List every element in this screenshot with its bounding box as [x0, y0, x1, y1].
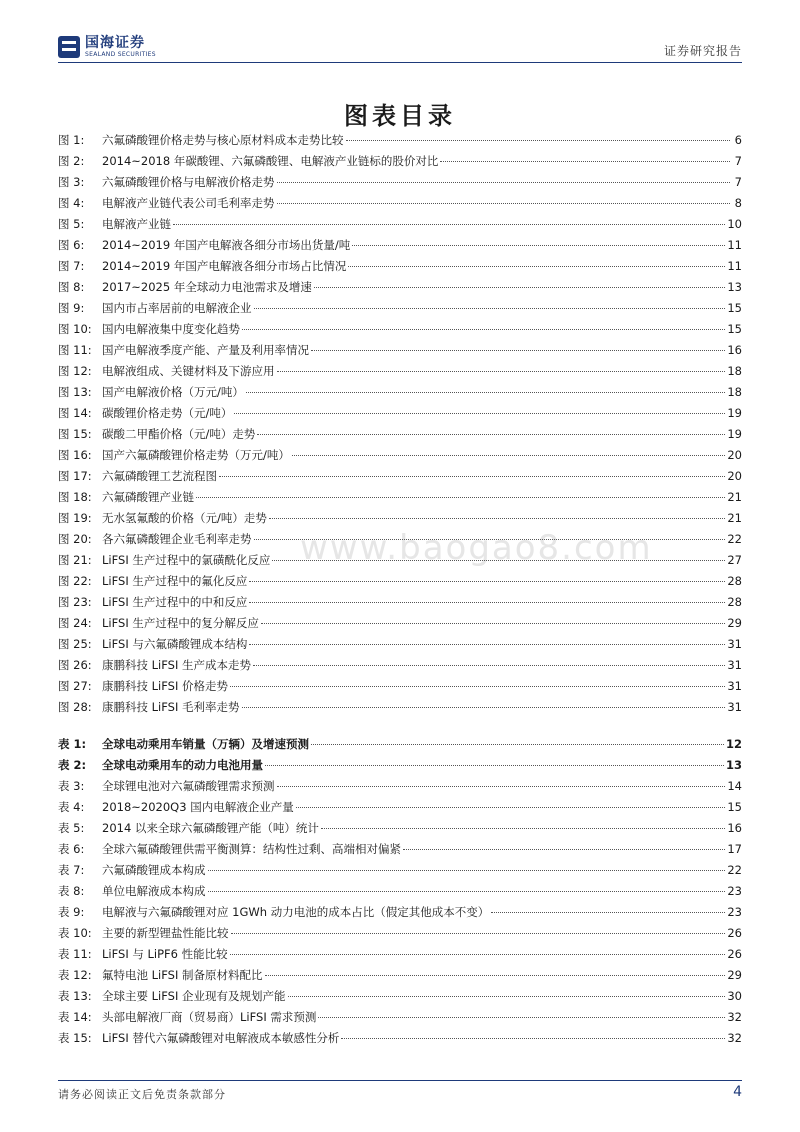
figure-entry-page: 10 — [727, 217, 742, 231]
dot-leader — [230, 686, 725, 687]
figure-entry-page: 19 — [727, 406, 742, 420]
table-entry-label: 表 7: — [58, 863, 85, 877]
figure-entry-page: 7 — [734, 175, 742, 189]
figure-entry[interactable] — [58, 405, 742, 426]
figure-entry-title: LiFSI 生产过程中的复分解反应 — [102, 616, 259, 630]
figure-entry[interactable] — [58, 447, 742, 468]
figure-entry[interactable] — [58, 699, 742, 720]
table-entry-page: 32 — [727, 1031, 742, 1045]
figure-entry-title: 六氟磷酸锂价格走势与核心原材料成本走势比较 — [102, 133, 344, 147]
table-entry-title: 单位电解液成本构成 — [102, 884, 206, 898]
table-entry-page: 23 — [727, 905, 742, 919]
dot-leader — [277, 371, 726, 372]
page-number: 4 — [733, 1084, 742, 1100]
dot-leader — [253, 665, 725, 666]
table-entry-label: 表 6: — [58, 842, 85, 856]
table-entry-label: 表 12: — [58, 968, 92, 982]
table-entry-title: 六氟磷酸锂成本构成 — [102, 863, 206, 877]
figure-entry[interactable] — [58, 636, 742, 657]
table-entry-title: 电解液与六氟磷酸锂对应 1GWh 动力电池的成本占比（假定其他成本不变） — [102, 905, 490, 919]
figure-entry-title: 国产六氟磷酸锂价格走势（万元/吨） — [102, 448, 290, 462]
dot-leader — [277, 786, 726, 787]
table-entry[interactable] — [58, 1009, 742, 1030]
figure-entry-page: 27 — [727, 553, 742, 567]
dot-leader — [352, 245, 725, 246]
figure-entry-title: 2014~2019 年国产电解液各细分市场占比情况 — [102, 259, 347, 273]
figure-entry-title: 电解液产业链 — [102, 217, 171, 231]
dot-leader — [491, 912, 725, 913]
figure-entry-page: 6 — [734, 133, 742, 147]
figure-entry-title: LiFSI 与六氟磷酸锂成本结构 — [102, 637, 248, 651]
table-entry-page: 30 — [727, 989, 742, 1003]
figure-entry-title: 2017~2025 年全球动力电池需求及增速 — [102, 280, 312, 294]
table-entry[interactable] — [58, 862, 742, 883]
figure-entry[interactable] — [58, 216, 742, 237]
table-entry-page: 14 — [727, 779, 742, 793]
dot-leader — [242, 329, 725, 330]
figure-entry[interactable] — [58, 615, 742, 636]
dot-leader — [208, 870, 726, 871]
figure-entry-label: 图 7: — [58, 259, 85, 273]
figure-entry[interactable] — [58, 573, 742, 594]
dot-leader — [272, 560, 725, 561]
figure-entry-label: 图 17: — [58, 469, 92, 483]
table-entry-label: 表 8: — [58, 884, 85, 898]
table-of-charts — [58, 132, 742, 1051]
logo-name-cn: 国海证券 — [85, 35, 145, 51]
figure-entry-label: 图 19: — [58, 511, 92, 525]
dot-leader — [173, 224, 725, 225]
table-entry-label: 表 10: — [58, 926, 92, 940]
figure-entry-label: 图 4: — [58, 196, 85, 210]
figure-entry-label: 图 10: — [58, 322, 92, 336]
dot-leader — [231, 933, 726, 934]
table-entry[interactable] — [58, 841, 742, 862]
figure-entry-page: 31 — [727, 637, 742, 651]
dot-leader — [311, 744, 724, 745]
table-entry-label: 表 1: — [58, 737, 87, 751]
footer-rule — [58, 1080, 742, 1081]
table-entry[interactable] — [58, 946, 742, 967]
figure-entry[interactable] — [58, 153, 742, 174]
table-entry-label: 表 9: — [58, 905, 85, 919]
dot-leader — [277, 182, 731, 183]
figure-entry-label: 图 16: — [58, 448, 92, 462]
figure-entry[interactable] — [58, 489, 742, 510]
table-entry[interactable] — [58, 904, 742, 925]
company-logo — [58, 34, 156, 60]
figure-entry[interactable] — [58, 468, 742, 489]
table-entry-label: 表 5: — [58, 821, 85, 835]
dot-leader — [249, 581, 725, 582]
dot-leader — [254, 308, 726, 309]
table-entry[interactable] — [58, 820, 742, 841]
figure-entry-label: 图 1: — [58, 133, 85, 147]
dot-leader — [348, 266, 725, 267]
figure-entry-page: 15 — [727, 322, 742, 336]
figure-entry-page: 21 — [727, 490, 742, 504]
table-entry-title: 全球电动乘用车销量（万辆）及增速预测 — [102, 737, 309, 751]
dot-leader — [234, 413, 725, 414]
dot-leader — [208, 891, 726, 892]
dot-leader — [261, 623, 725, 624]
figure-entry[interactable] — [58, 300, 742, 321]
table-entry-title: LiFSI 替代六氟磷酸锂对电解液成本敏感性分析 — [102, 1031, 340, 1045]
figure-entry-label: 图 27: — [58, 679, 92, 693]
table-entry[interactable] — [58, 988, 742, 1009]
figure-entry-page: 20 — [727, 469, 742, 483]
figure-entry-page: 8 — [734, 196, 742, 210]
page-header — [58, 34, 742, 63]
table-entry-label: 表 15: — [58, 1031, 92, 1045]
dot-leader — [254, 539, 726, 540]
table-entry-label: 表 13: — [58, 989, 92, 1003]
figure-entry-label: 图 22: — [58, 574, 92, 588]
figure-entry-title: 国内电解液集中度变化趋势 — [102, 322, 240, 336]
dot-leader — [346, 140, 731, 141]
table-entry[interactable] — [58, 757, 742, 778]
table-entry-title: LiFSI 与 LiPF6 性能比较 — [102, 947, 228, 961]
figure-entry[interactable] — [58, 195, 742, 216]
table-entry-label: 表 2: — [58, 758, 87, 772]
figure-entry-title: LiFSI 生产过程中的中和反应 — [102, 595, 248, 609]
figure-entry-label: 图 24: — [58, 616, 92, 630]
figure-entry-label: 图 26: — [58, 658, 92, 672]
figure-entry-page: 11 — [727, 259, 742, 273]
dot-leader — [265, 975, 726, 976]
table-entry-title: 全球主要 LiFSI 企业现有及规划产能 — [102, 989, 286, 1003]
figure-entry-title: 康鹏科技 LiFSI 毛利率走势 — [102, 700, 240, 714]
table-entry[interactable] — [58, 883, 742, 904]
table-entry[interactable] — [58, 778, 742, 799]
figure-entry[interactable] — [58, 678, 742, 699]
table-entry-title: 2018~2020Q3 国内电解液企业产量 — [102, 800, 294, 814]
table-entry-title: 全球锂电池对六氟磷酸锂需求预测 — [102, 779, 275, 793]
figure-entry[interactable] — [58, 384, 742, 405]
dot-leader — [296, 807, 726, 808]
figure-entry-title: 康鹏科技 LiFSI 价格走势 — [102, 679, 229, 693]
figure-entry-label: 图 12: — [58, 364, 92, 378]
dot-leader — [318, 1017, 725, 1018]
figure-entry-label: 图 20: — [58, 532, 92, 546]
table-entry-page: 29 — [727, 968, 742, 982]
figure-entry-title: 电解液产业链代表公司毛利率走势 — [102, 196, 275, 210]
figure-entry[interactable] — [58, 510, 742, 531]
table-entry[interactable] — [58, 967, 742, 988]
figure-entry-page: 31 — [727, 700, 742, 714]
table-entry-title: 2014 以来全球六氟磷酸锂产能（吨）统计 — [102, 821, 319, 835]
figure-entry-page: 7 — [734, 154, 742, 168]
table-entry-page: 32 — [727, 1010, 742, 1024]
figure-entry-label: 图 6: — [58, 238, 85, 252]
figure-entry-label: 图 9: — [58, 301, 85, 315]
figure-entry-page: 18 — [727, 385, 742, 399]
figure-entry[interactable] — [58, 363, 742, 384]
table-entry-label: 表 3: — [58, 779, 85, 793]
table-entry[interactable] — [58, 1030, 742, 1051]
footer-disclaimer: 请务必阅读正文后免责条款部分 — [58, 1088, 226, 1101]
dot-leader — [321, 828, 725, 829]
table-entry-page: 22 — [727, 863, 742, 877]
table-entry-page: 15 — [727, 800, 742, 814]
logo-name-en: SEALAND SECURITIES — [85, 51, 156, 58]
dot-leader — [403, 849, 725, 850]
figure-entry-page: 19 — [727, 427, 742, 441]
figure-entry-page: 16 — [727, 343, 742, 357]
table-entry-page: 23 — [727, 884, 742, 898]
dot-leader — [246, 392, 725, 393]
dot-leader — [292, 455, 725, 456]
figure-entry-page: 31 — [727, 658, 742, 672]
dot-leader — [196, 497, 725, 498]
figure-entry-title: LiFSI 生产过程中的氯磺酰化反应 — [102, 553, 271, 567]
figure-entry[interactable] — [58, 594, 742, 615]
figure-entry[interactable] — [58, 531, 742, 552]
table-entry-title: 全球电动乘用车的动力电池用量 — [102, 758, 263, 772]
figure-entry[interactable] — [58, 342, 742, 363]
figure-entry-title: 2014~2018 年碳酸锂、六氟磷酸锂、电解液产业链标的股价对比 — [102, 154, 439, 168]
figure-entry[interactable] — [58, 132, 742, 153]
dot-leader — [230, 954, 726, 955]
figure-entry[interactable] — [58, 237, 742, 258]
figure-entry-page: 22 — [727, 532, 742, 546]
figure-entry[interactable] — [58, 174, 742, 195]
table-entry[interactable] — [58, 799, 742, 820]
table-entry-label: 表 4: — [58, 800, 85, 814]
figure-entry-page: 11 — [727, 238, 742, 252]
table-entry-page: 26 — [727, 926, 742, 940]
figure-entry-label: 图 2: — [58, 154, 85, 168]
dot-leader — [314, 287, 726, 288]
figure-entry[interactable] — [58, 552, 742, 573]
dot-leader — [242, 707, 726, 708]
figure-entry[interactable] — [58, 279, 742, 300]
figure-entry-page: 20 — [727, 448, 742, 462]
figure-entry-title: 国产电解液季度产能、产量及利用率情况 — [102, 343, 309, 357]
watermark: www.baogao8.com — [300, 528, 653, 568]
dot-leader — [269, 518, 725, 519]
figure-entry-label: 图 8: — [58, 280, 85, 294]
figure-entry-title: 各六氟磷酸锂企业毛利率走势 — [102, 532, 252, 546]
figure-entry-label: 图 18: — [58, 490, 92, 504]
figure-entry-title: 国产电解液价格（万元/吨） — [102, 385, 244, 399]
table-entry-page: 12 — [725, 737, 742, 751]
figure-entry-title: 六氟磷酸锂价格与电解液价格走势 — [102, 175, 275, 189]
report-type: 证券研究报告 — [663, 44, 742, 58]
figure-entry-title: 电解液组成、关键材料及下游应用 — [102, 364, 275, 378]
figure-entry-page: 21 — [727, 511, 742, 525]
figure-entry-page: 28 — [727, 595, 742, 609]
figure-entry-label: 图 13: — [58, 385, 92, 399]
figure-entry-page: 31 — [727, 679, 742, 693]
logo-icon — [58, 36, 80, 58]
dot-leader — [219, 476, 725, 477]
figure-entry-title: 六氟磷酸锂产业链 — [102, 490, 194, 504]
figure-entry-label: 图 28: — [58, 700, 92, 714]
figure-entry-label: 图 5: — [58, 217, 85, 231]
figure-entry-title: 六氟磷酸锂工艺流程图 — [102, 469, 217, 483]
table-entry[interactable] — [58, 736, 742, 757]
dot-leader — [277, 203, 731, 204]
table-entry-label: 表 14: — [58, 1010, 92, 1024]
dot-leader — [249, 644, 725, 645]
figure-entry-page: 18 — [727, 364, 742, 378]
dot-leader — [249, 602, 725, 603]
figure-entry-title: 国内市占率居前的电解液企业 — [102, 301, 252, 315]
table-entry-title: 全球六氟磷酸锂供需平衡测算：结构性过剩、高端相对偏紧 — [102, 842, 401, 856]
figure-entry-label: 图 23: — [58, 595, 92, 609]
figure-entry-label: 图 25: — [58, 637, 92, 651]
table-entry-title: 主要的新型锂盐性能比较 — [102, 926, 229, 940]
figure-entry-label: 图 11: — [58, 343, 92, 357]
table-entry-label: 表 11: — [58, 947, 92, 961]
figure-entry-page: 13 — [727, 280, 742, 294]
figure-entry-label: 图 14: — [58, 406, 92, 420]
figure-entry-title: 无水氢氟酸的价格（元/吨）走势 — [102, 511, 267, 525]
figure-entry-label: 图 3: — [58, 175, 85, 189]
dot-leader — [341, 1038, 725, 1039]
figure-list — [58, 132, 742, 720]
figure-entry-page: 29 — [727, 616, 742, 630]
dot-leader — [288, 996, 726, 997]
figure-entry-title: 碳酸二甲酯价格（元/吨）走势 — [102, 427, 256, 441]
figure-entry[interactable] — [58, 426, 742, 447]
figure-entry-title: LiFSI 生产过程中的氟化反应 — [102, 574, 248, 588]
dot-leader — [265, 765, 724, 766]
table-entry-page: 13 — [725, 758, 742, 772]
dot-leader — [311, 350, 725, 351]
figure-entry-label: 图 15: — [58, 427, 92, 441]
dot-leader — [257, 434, 725, 435]
figure-entry-page: 15 — [727, 301, 742, 315]
figure-entry[interactable] — [58, 321, 742, 342]
dot-leader — [440, 161, 730, 162]
figure-entry-label: 图 21: — [58, 553, 92, 567]
figure-entry-title: 康鹏科技 LiFSI 生产成本走势 — [102, 658, 252, 672]
table-entry[interactable] — [58, 925, 742, 946]
figure-entry-page: 28 — [727, 574, 742, 588]
table-entry-page: 17 — [727, 842, 742, 856]
table-entry-title: 头部电解液厂商（贸易商）LiFSI 需求预测 — [102, 1010, 317, 1024]
table-entry-title: 氟特电池 LiFSI 制备原材料配比 — [102, 968, 263, 982]
figure-entry[interactable] — [58, 258, 742, 279]
figure-entry-title: 碳酸锂价格走势（元/吨） — [102, 406, 233, 420]
table-list — [58, 736, 742, 1051]
page-title: 图表目录 — [344, 102, 456, 130]
figure-entry[interactable] — [58, 657, 742, 678]
table-entry-page: 26 — [727, 947, 742, 961]
table-entry-page: 16 — [727, 821, 742, 835]
figure-entry-title: 2014~2019 年国产电解液各细分市场出货量/吨 — [102, 238, 351, 252]
